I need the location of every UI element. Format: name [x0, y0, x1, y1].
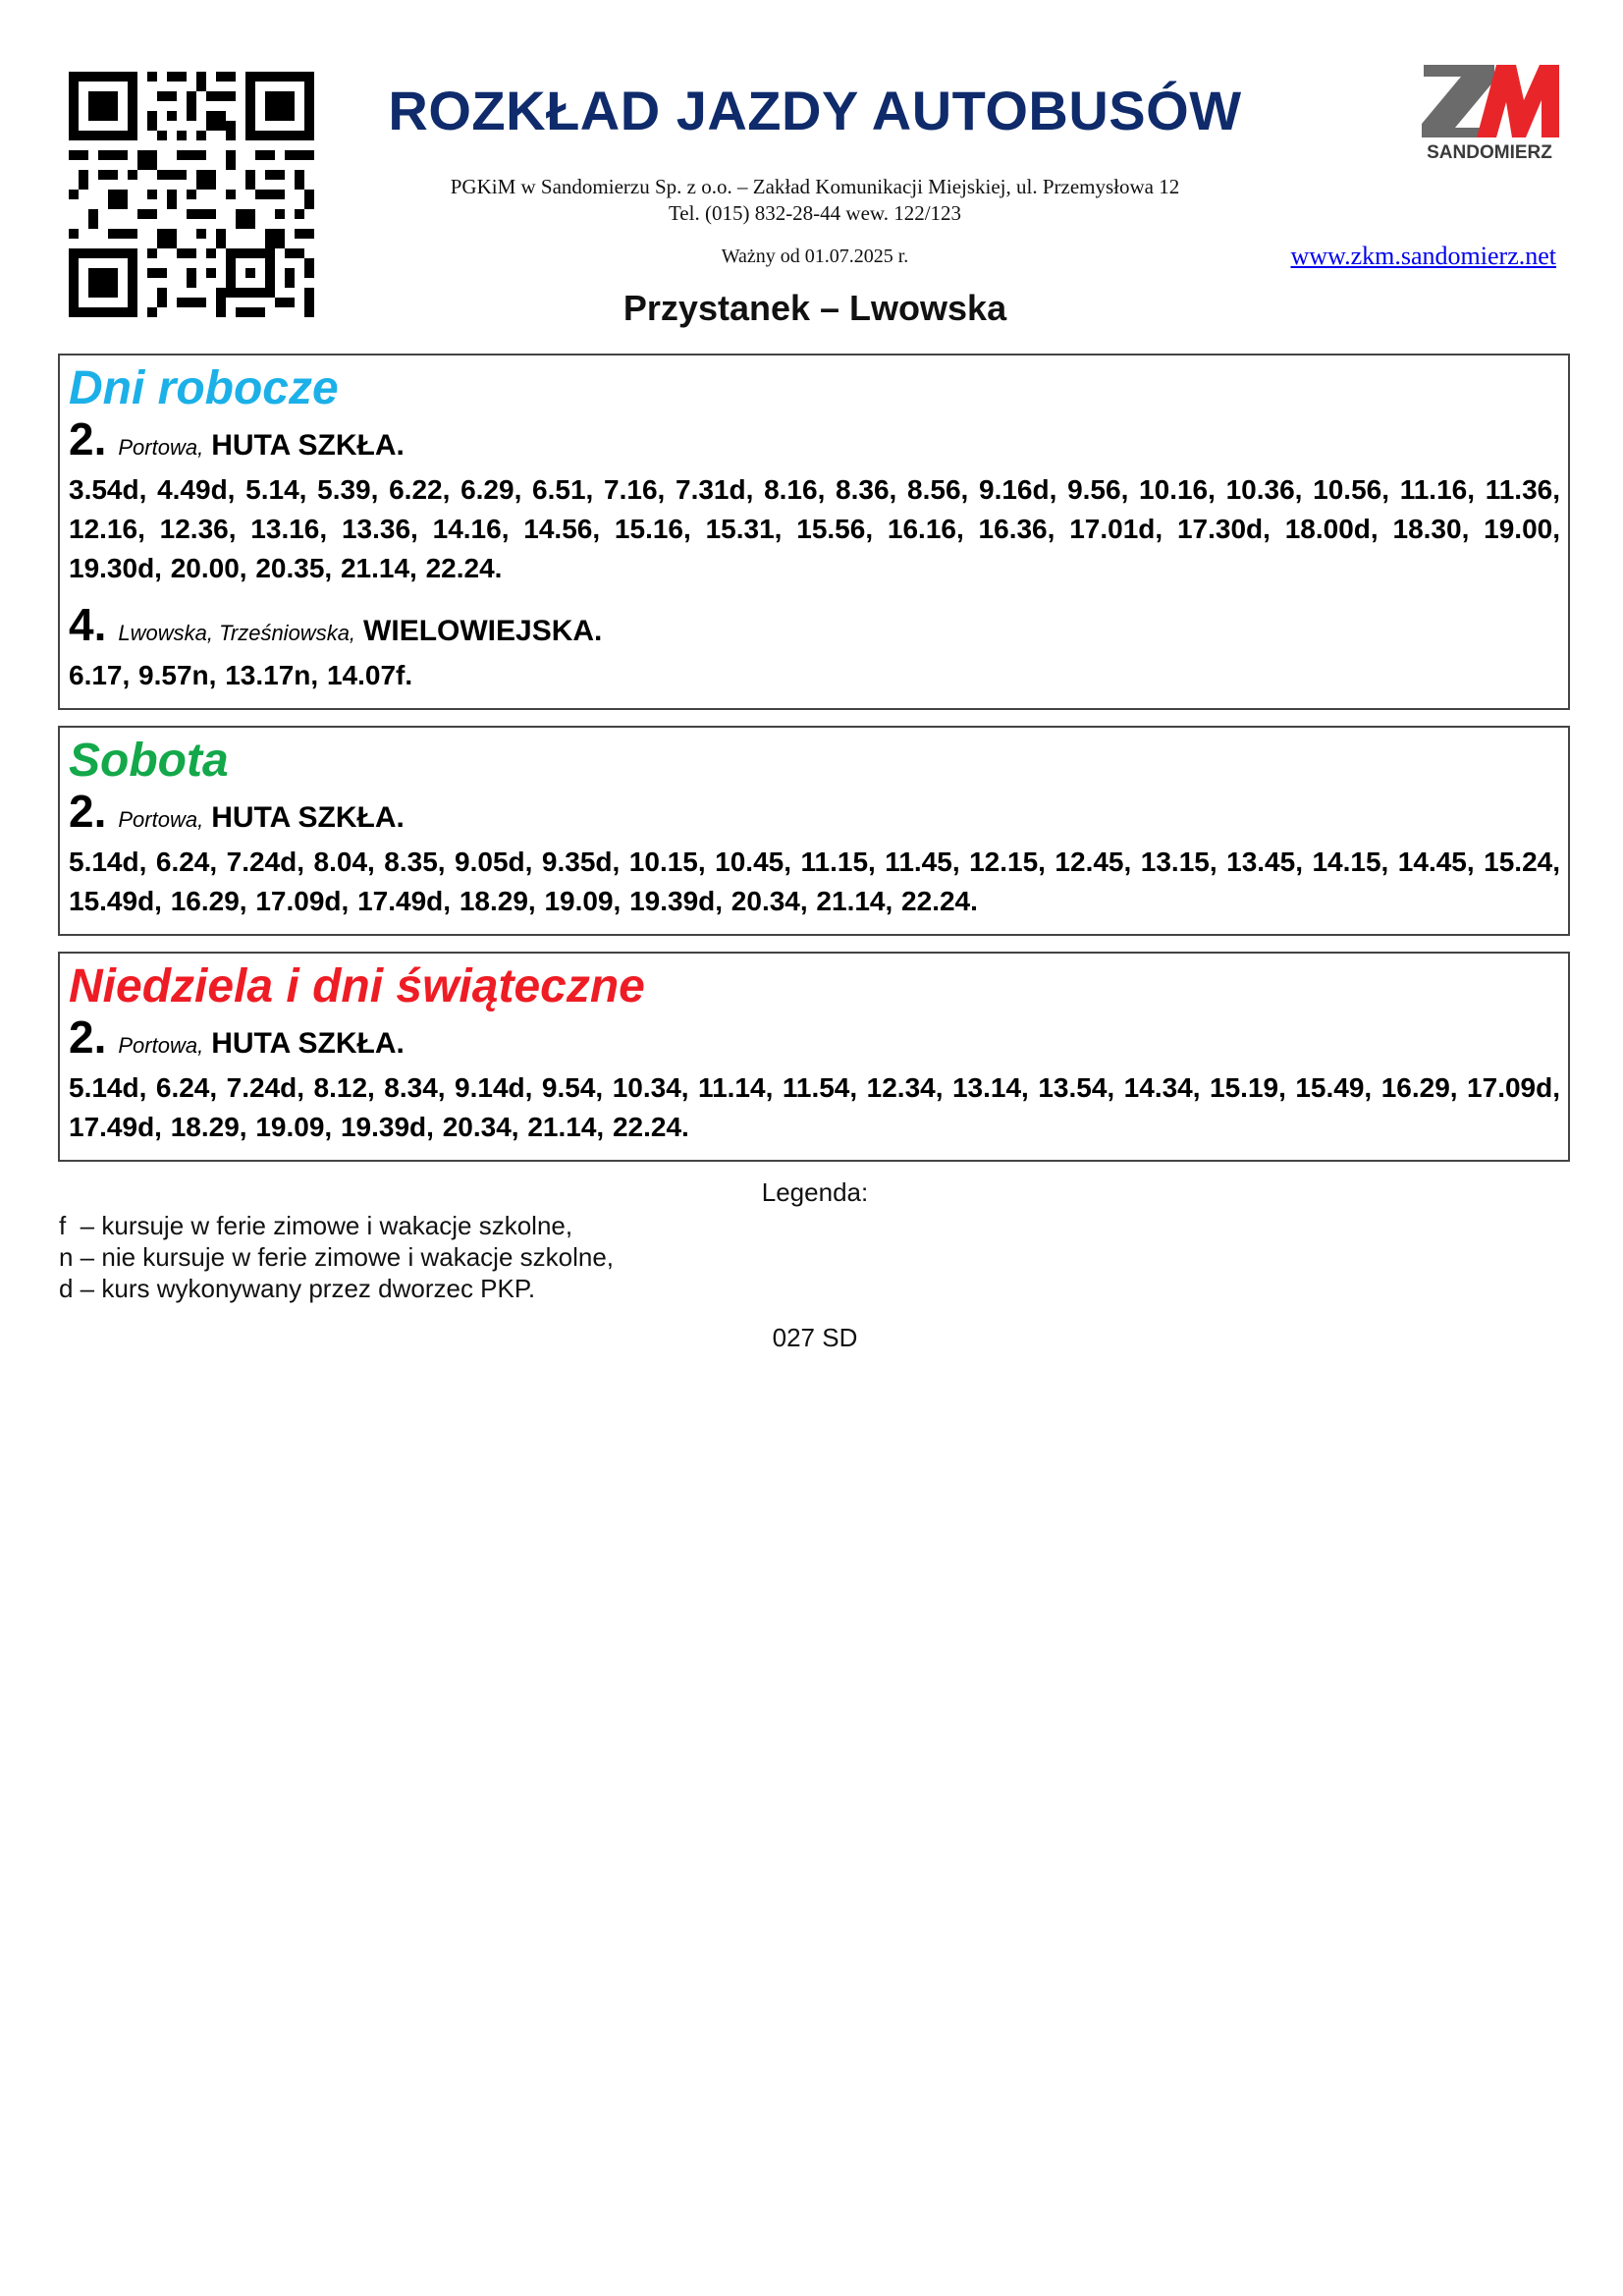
- route-destination: HUTA SZKŁA.: [211, 429, 405, 462]
- weekday-schedule: [58, 354, 1570, 710]
- route-header: [69, 786, 1560, 843]
- legend-item: n – nie kursuje w ferie zimowe i wakacje szkolne,: [59, 1242, 615, 1272]
- logo-text: SANDOMIERZ: [1427, 142, 1552, 163]
- route-via: Portowa,: [118, 1033, 204, 1058]
- stop-name: Przystanek – Lwowska: [622, 288, 1007, 328]
- sunday-schedule: [58, 952, 1570, 1162]
- route-destination: WIELOWIEJSKA.: [363, 615, 603, 647]
- qr-code-icon: [69, 72, 314, 317]
- legend-list: [59, 1210, 614, 1304]
- page-title: ROZKŁAD JAZDY AUTOBUSÓW: [388, 80, 1242, 141]
- zkm-logo-icon: [1416, 61, 1563, 163]
- route-via: Portowa,: [118, 435, 204, 460]
- route-number: 2.: [69, 413, 107, 465]
- route-number: 2.: [69, 1011, 107, 1063]
- route-header: [69, 599, 1560, 656]
- website-link[interactable]: www.zkm.sandomierz.net: [1290, 242, 1556, 270]
- sunday-title: Niedziela i dni świąteczne: [69, 960, 645, 1012]
- valid-from: Ważny od 01.07.2025 r.: [721, 246, 909, 267]
- route-via: Lwowska, Trześniowska,: [118, 621, 356, 645]
- saturday-title: Sobota: [69, 735, 229, 787]
- departure-times: 5.14d, 6.24, 7.24d, 8.04, 8.35, 9.05d, 9.35d, 10.15, 10.45, 11.15, 11.45, 12.15, 12.45, 13.15, 13.45, 14.15, 14.45, 15.24, 15.49d, 16.29, 17.09d, 17.49d, 18.29, 19.09, 19.39d, 20.34, 21.14, 22.24.: [69, 847, 1560, 916]
- weekday-title: Dni robocze: [69, 362, 339, 414]
- route-via: Portowa,: [118, 807, 204, 832]
- departure-times: 6.17, 9.57n, 13.17n, 14.07f.: [69, 660, 413, 690]
- organization-phone: Tel. (015) 832-28-44 wew. 122/123: [668, 201, 962, 225]
- route-number: 2.: [69, 786, 107, 837]
- legend-item: d – kurs wykonywany przez dworzec PKP.: [59, 1274, 536, 1303]
- route-number: 4.: [69, 599, 107, 650]
- route-header: [69, 413, 1560, 470]
- legend-title: Legenda:: [761, 1177, 869, 1207]
- departure-times: 5.14d, 6.24, 7.24d, 8.12, 8.34, 9.14d, 9.54, 10.34, 11.14, 11.54, 12.34, 13.14, 13.54, 14.34, 15.19, 15.49, 16.29, 17.09d, 17.49d, 18.29, 19.09, 19.39d, 20.34, 21.14, 22.24.: [69, 1072, 1560, 1142]
- route-destination: HUTA SZKŁA.: [211, 1027, 405, 1060]
- footer-code: 027 SD: [772, 1323, 858, 1352]
- saturday-schedule: [58, 726, 1570, 936]
- route-header: [69, 1011, 1560, 1068]
- route-destination: HUTA SZKŁA.: [211, 801, 405, 834]
- legend-item: f – kursuje w ferie zimowe i wakacje szkolne,: [59, 1211, 573, 1240]
- departure-times: 3.54d, 4.49d, 5.14, 5.39, 6.22, 6.29, 6.51, 7.16, 7.31d, 8.16, 8.36, 8.56, 9.16d, 9.56, 10.16, 10.36, 10.56, 11.16, 11.36, 12.16, 12.36, 13.16, 13.36, 14.16, 14.56, 15.16, 15.31, 15.56, 16.16, 16.36, 17.01d, 17.30d, 18.00d, 18.30, 19.00, 19.30d, 20.00, 20.35, 21.14, 22.24.: [69, 474, 1560, 583]
- organization-info: [295, 174, 1335, 227]
- organization-address: PGKiM w Sandomierzu Sp. z o.o. – Zakład Komunikacji Miejskiej, ul. Przemysłowa 12: [450, 175, 1180, 198]
